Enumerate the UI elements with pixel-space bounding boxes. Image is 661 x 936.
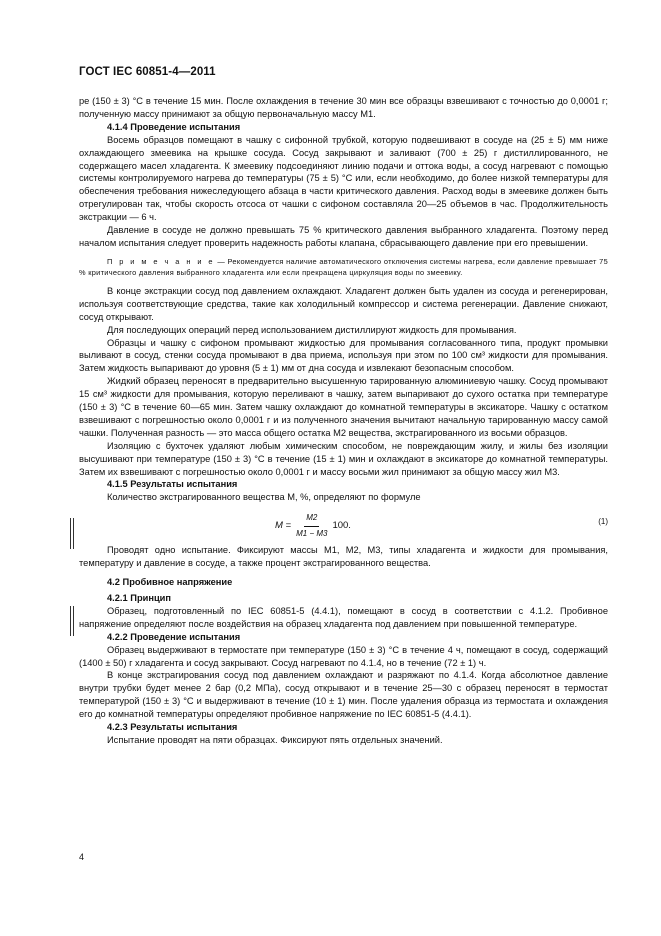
paragraph: Изоляцию с бухточек удаляют любым химическим способом, не повреждающим жилу, и жилы без изоляции высушивают при температуре (150 ± 3) °С в течение (15 ± 1) мин и охлаждают в эксикаторе до комнатной температуры. Затем их взвешивают с погрешностью около 0,0001 г и массу восьми жил принимают за общую массу жил M3. [79, 440, 608, 477]
note-label: П р и м е ч а н и е [107, 256, 215, 266]
paragraph: Давление в сосуде не должно превышать 75 % критического давления выбранного хладагента. Поэтому перед началом испытания следует проверить надежность работы клапана, сбрасывающего давление при его превышении. [79, 225, 608, 248]
paragraph: Восемь образцов помещают в чашку с сифонной трубкой, которую подвешивают в сосуде на (25 ± 5) мм ниже охлаждающего змеевика на крышке сосуда. Сосуд закрывают и заливают (700 ± 25) г дистиллированного, не содержащего масел хладагента. К змеевику подсоединяют линию подачи и оттока воды, а сосуд нагревают с помощью системы контролируемого нагрева до температуры (75 ± 5) °С или, если необходимо, до более низкой температуры для обеспечения требования нижеследующего абзаца в части критического давления. Расход воды в змеевике должен быть отрегулирован так, чтобы скорость отсоса от чашки с сифоном составляла 20—25 объемов в час. Продолжительность экстракции — 6 ч. [79, 134, 608, 223]
formula [275, 512, 351, 541]
paragraph: Образцы и чашку с сифоном промывают жидкостью для промывания согласованного типа, продукт промывки выливают в сосуд, стенки сосуда промывают в два приема, используя при этом по 100 см³ жидкости для промывания. Затем жидкость выпаривают до уровня (5 ± 1) мм от дна сосуда и извлекают безопасным способом. [79, 337, 608, 374]
formula-number: (1) [598, 517, 608, 527]
section-heading-4-2: 4.2 Пробивное напряжение [107, 577, 233, 588]
section-heading-4-2-3: 4.2.3 Результаты испытания [107, 722, 238, 733]
change-bar [73, 518, 74, 549]
paragraph: Количество экстрагированного вещества M, %, определяют по формуле [107, 492, 421, 503]
document-body [79, 95, 608, 747]
change-bar [70, 518, 71, 549]
paragraph: Образец выдерживают в термостате при температуре (150 ± 3) °С в течение 4 ч, помещают в сосуд, содержащий (1400 ± 50) г хладагента и сосуд закрывают. Сосуд нагревают по 4.1.4, но в течение (72 ± 1) ч. [79, 644, 608, 668]
document-header: ГОСТ IEC 60851-4—2011 [79, 66, 216, 78]
note-text: — Рекомендуется наличие автоматического отключения системы нагрева, если давление превышает 75 % критического давления выбранного хладагента или если прекращена циркуляция воды по змеевику. [79, 256, 608, 277]
paragraph: Проводят одно испытание. Фиксируют массы M1, M2, M3, типы хладагента и жидкости для промывания, температуру и давление в сосуде, а также процент экстрагированного вещества. [79, 545, 608, 569]
formula-denominator: M1 − M3 [296, 529, 328, 539]
section-heading-4-2-2: 4.2.2 Проведение испытания [107, 631, 241, 642]
formula-rhs: 100. [332, 520, 351, 532]
formula-block [79, 506, 608, 540]
paragraph: ре (150 ± 3) °С в течение 15 мин. После охлаждения в течение 30 мин все образцы взвешивают с точностью до 0,0001 г; полученную массу принимают за общую первоначальную массу M1. [79, 96, 608, 119]
paragraph: В конце экстрагирования сосуд под давлением охлаждают и разряжают по 4.1.4. Когда абсолютное давление внутри трубки будет менее 2 бар (0,2 МПа), сосуд открывают и в течение 25—30 с образец переносят в термостат температурой (150 ± 3) °С и выдерживают в течение (10 ± 1) мин. После удаления образца из термостата и охлаждения его до комнатной температуры определяют пробивное напряжение по IEC 60851-5 (4.4.1). [79, 670, 608, 720]
section-heading-4-1-4: 4.1.4 Проведение испытания [107, 121, 241, 132]
change-bar [70, 606, 71, 636]
note [79, 256, 608, 278]
change-bar [73, 606, 74, 636]
formula-lhs: M = [275, 520, 292, 532]
paragraph: Испытание проводят на пяти образцах. Фиксируют пять отдельных значений. [107, 734, 443, 745]
paragraph: Образец, подготовленный по IEC 60851-5 (4.4.1), помещают в сосуд в соответствии с 4.1.2. Пробивное напряжение определяют после воздействия на образец хладагента под давлением при повышенной температуре. [79, 605, 608, 629]
page-number: 4 [79, 852, 85, 862]
paragraph: Для последующих операций перед использованием дистиллируют жидкость для промывания. [107, 324, 517, 335]
formula-fraction [296, 512, 327, 541]
paragraph: Жидкий образец переносят в предварительно высушенную тарированную алюминиевую чашку. Сосуд промывают 15 см³ жидкости для промывания, которую переливают в чашку, затем выпаривают до сухого остатка при температуре (150 ± 3) °С в течение 60—65 мин. Затем чашку охлаждают до комнатной температуры в эксикаторе. Чашку с остатком взвешивают с погрешностью около 0,0001 г и из полученного значения вычитают начальную тарированную массу самой чашки. Полученная разность — это масса общего остатка M2 вещества, экстрагированного из восьми образцов. [79, 376, 608, 438]
paragraph: В конце экстракции сосуд под давлением охлаждают. Хладагент должен быть удален из сосуда и регенерирован, используя соответствующие средства, такие как холодильный компрессор и система регенерации. Давление снижают, сосуд открывают. [79, 285, 608, 322]
formula-numerator: M2 [304, 512, 319, 527]
section-heading-4-2-1: 4.2.1 Принцип [107, 593, 171, 603]
section-heading-4-1-5: 4.1.5 Результаты испытания [107, 479, 238, 490]
